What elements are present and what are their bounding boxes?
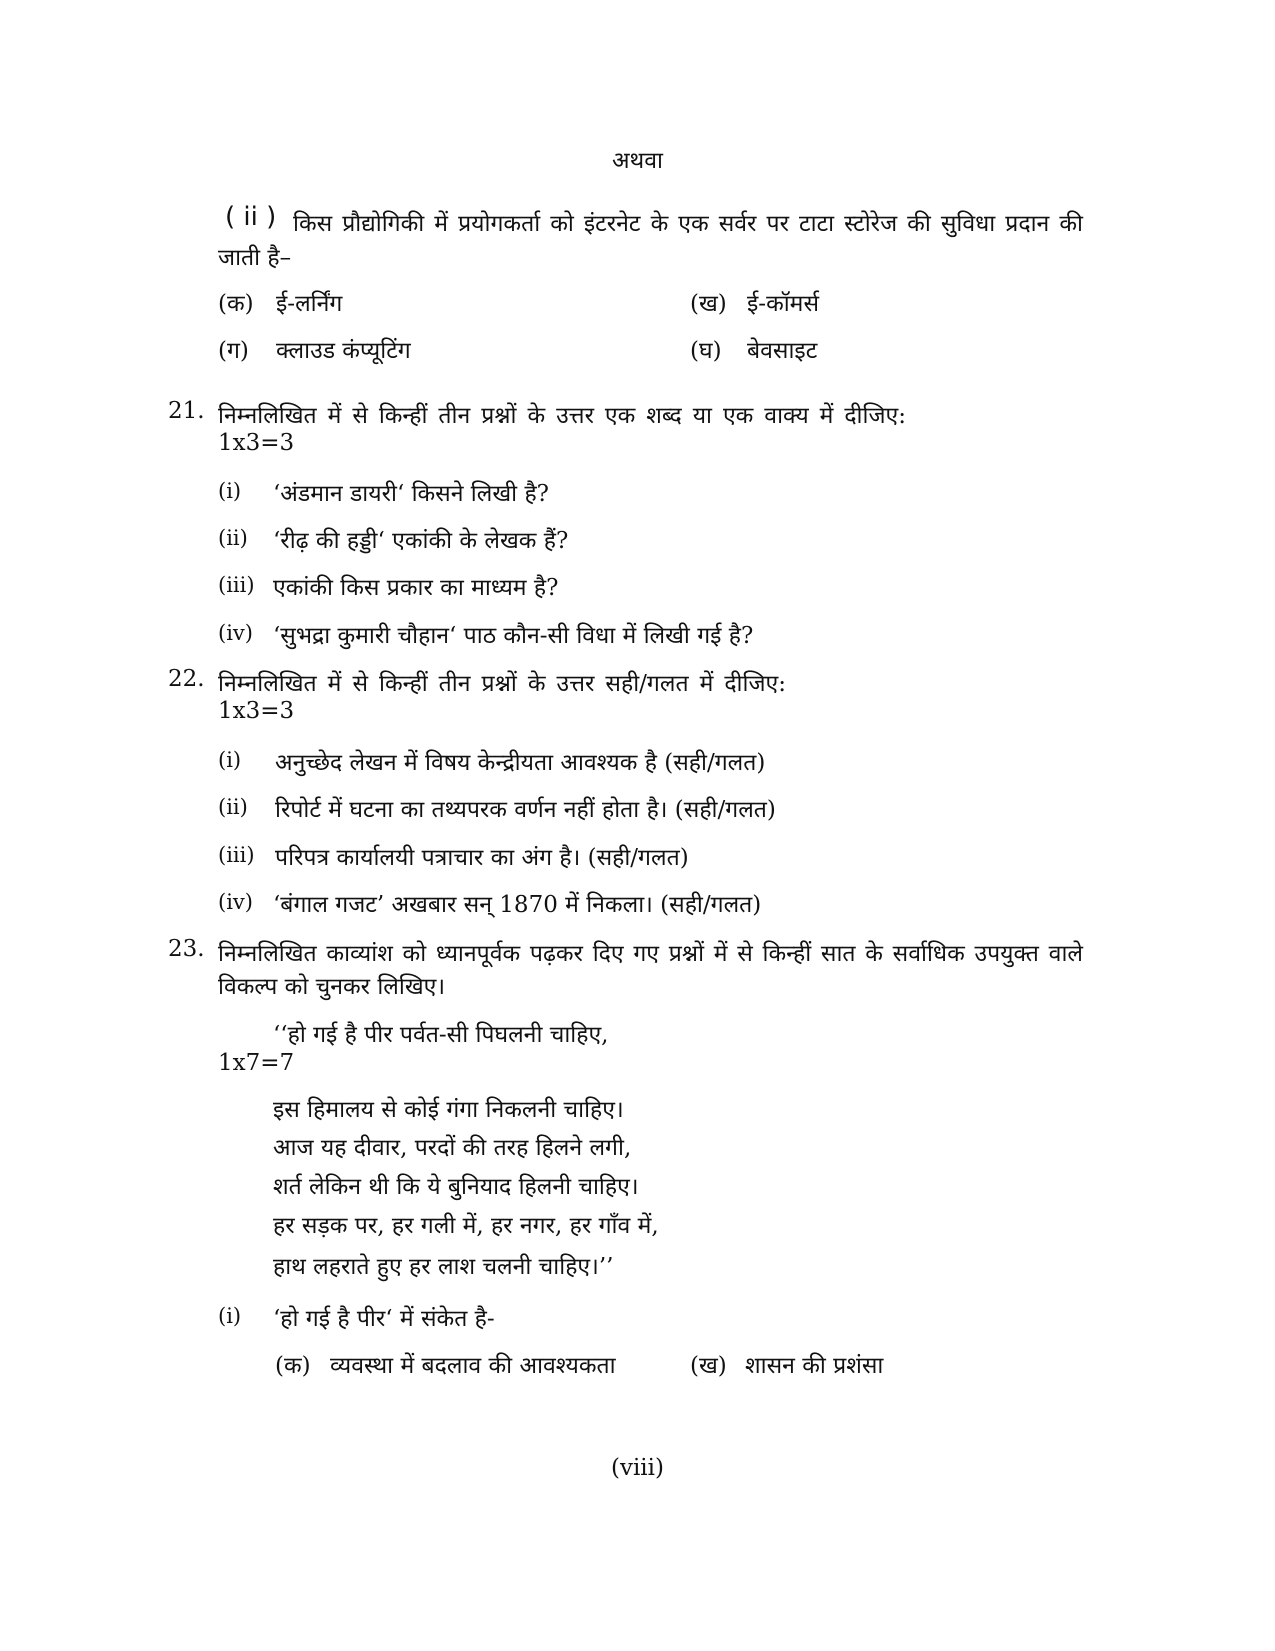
sub-question-text: ‘हो गई है पीर‘ में संकेत है- bbox=[273, 1306, 495, 1332]
poem-line: ‘‘हो गई है पीर पर्वत-सी पिघलनी चाहिए, bbox=[273, 1022, 609, 1048]
sub-question-marker: (iii) bbox=[218, 843, 255, 867]
option-text: ई-कॉमर्स bbox=[747, 291, 819, 317]
question-number: 23. bbox=[168, 936, 205, 962]
question-text-line: जाती है– bbox=[218, 245, 292, 271]
option-text: ई-लर्निंग bbox=[276, 291, 343, 317]
question-text-line: निम्नलिखित काव्यांश को ध्यानपूर्वक पढ़कर दिए गए प्रश्नों में से किन्हीं सात के सर्वाधिक उपयुक्त वाले bbox=[218, 941, 1083, 967]
option-text: शासन की प्रशंसा bbox=[745, 1353, 884, 1379]
sub-question-text: ‘अंडमान डायरी‘ किसने लिखी है? bbox=[273, 481, 549, 507]
question-text-line: किस प्रौद्योगिकी में प्रयोगकर्ता को इंटरनेट के एक सर्वर पर टाटा स्टोरेज की सुविधा प्रदान की bbox=[293, 211, 1083, 237]
marks-label: 1x3=3 bbox=[218, 698, 295, 724]
option-marker: (ग) bbox=[218, 338, 249, 364]
sub-question-text: अनुच्छेद लेखन में विषय केन्द्रीयता आवश्यक है (सही/गलत) bbox=[275, 750, 766, 776]
question-number: 21. bbox=[168, 398, 205, 424]
sub-question-text: रिपोर्ट में घटना का तथ्यपरक वर्णन नहीं होता है। (सही/गलत) bbox=[275, 797, 776, 823]
question-text: निम्नलिखित में से किन्हीं तीन प्रश्नों के उत्तर सही/गलत में दीजिए: bbox=[218, 671, 786, 697]
question-number: 22. bbox=[168, 666, 205, 692]
sub-question-text: ‘सुभद्रा कुमारी चौहान‘ पाठ कौन-सी विधा में लिखी गई है? bbox=[273, 623, 754, 649]
poem-line: शर्त लेकिन थी कि ये बुनियाद हिलनी चाहिए। bbox=[273, 1174, 639, 1200]
sub-question-marker: (ii) bbox=[218, 526, 248, 550]
question-marker: ( ii ) bbox=[225, 202, 277, 232]
marks-label: 1x7=7 bbox=[218, 1050, 295, 1076]
page-number: (viii) bbox=[610, 1455, 664, 1481]
option-text: बेवसाइट bbox=[747, 338, 818, 364]
sub-question-marker: (iii) bbox=[218, 573, 255, 597]
option-text: क्लाउड कंप्यूटिंग bbox=[276, 338, 411, 364]
question-text-line: विकल्प को चुनकर लिखिए। bbox=[218, 974, 446, 1000]
sub-question-marker: (ii) bbox=[218, 795, 248, 819]
marks-label: 1x3=3 bbox=[218, 430, 295, 456]
option-marker: (घ) bbox=[690, 338, 722, 364]
question-text: निम्नलिखित में से किन्हीं तीन प्रश्नों के उत्तर एक शब्द या एक वाक्य में दीजिए: bbox=[218, 403, 906, 429]
page-heading: अथवा bbox=[611, 148, 663, 174]
sub-question-text: परिपत्र कार्यालयी पत्राचार का अंग है। (सही/गलत) bbox=[275, 845, 689, 871]
poem-line: इस हिमालय से कोई गंगा निकलनी चाहिए। bbox=[273, 1097, 624, 1123]
sub-question-marker: (i) bbox=[218, 748, 242, 772]
sub-question-marker: (iv) bbox=[218, 621, 253, 645]
sub-question-marker: (i) bbox=[218, 1304, 242, 1328]
sub-question-text: ‘रीढ़ की हड्डी‘ एकांकी के लेखक हैं? bbox=[273, 528, 569, 554]
poem-line: हाथ लहराते हुए हर लाश चलनी चाहिए।’’ bbox=[273, 1254, 614, 1280]
sub-question-marker: (iv) bbox=[218, 890, 253, 914]
option-marker: (क) bbox=[218, 291, 254, 317]
poem-line: हर सड़क पर, हर गली में, हर नगर, हर गाँव में, bbox=[273, 1213, 659, 1239]
option-text: व्यवस्था में बदलाव की आवश्यकता bbox=[330, 1353, 616, 1379]
option-marker: (ख) bbox=[690, 291, 727, 317]
sub-question-marker: (i) bbox=[218, 479, 242, 503]
sub-question-text: ‘बंगाल गजट’ अखबार सन् 1870 में निकला। (सही/गलत) bbox=[273, 892, 762, 918]
poem-line: आज यह दीवार, परदों की तरह हिलने लगी, bbox=[273, 1135, 632, 1161]
sub-question-text: एकांकी किस प्रकार का माध्यम है? bbox=[273, 575, 559, 601]
option-marker: (ख) bbox=[690, 1353, 727, 1379]
option-marker: (क) bbox=[275, 1353, 311, 1379]
